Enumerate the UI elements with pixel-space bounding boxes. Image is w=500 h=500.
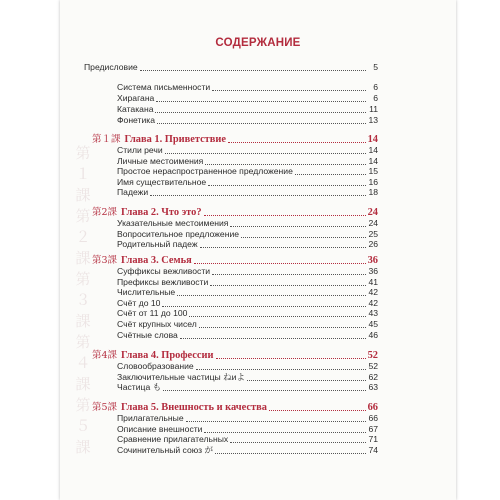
dot-leader bbox=[205, 164, 366, 165]
toc-entry bbox=[117, 361, 378, 372]
toc-entry bbox=[117, 239, 378, 250]
toc-entry-preface bbox=[84, 62, 378, 73]
page-number: 45 bbox=[368, 319, 378, 329]
page-number: 13 bbox=[368, 115, 378, 125]
dot-leader bbox=[230, 226, 366, 227]
entry-label: Счёт до 10 bbox=[117, 297, 161, 308]
book-page bbox=[60, 0, 456, 500]
watermark-glyph: 第 bbox=[75, 396, 91, 414]
page-number: 11 bbox=[369, 104, 378, 114]
watermark-glyph: 課 bbox=[75, 312, 91, 330]
chapter-kanji: 第１課 bbox=[92, 134, 121, 145]
dot-leader bbox=[163, 390, 366, 391]
dot-leader bbox=[165, 153, 366, 154]
chapter-heading bbox=[92, 402, 378, 413]
page-number: 52 bbox=[368, 361, 378, 371]
toc-entry bbox=[117, 330, 378, 341]
watermark-glyph: 第 bbox=[75, 270, 91, 288]
page-number: 6 bbox=[373, 82, 378, 92]
dot-leader bbox=[194, 263, 366, 264]
watermark-glyph: ５ bbox=[75, 417, 91, 435]
toc-entry bbox=[117, 298, 378, 309]
entry-label: Система письменности bbox=[117, 82, 211, 92]
page-number: 41 bbox=[368, 276, 378, 287]
dot-leader bbox=[204, 215, 366, 216]
page-number: 66 bbox=[367, 402, 378, 413]
toc-entry-intro bbox=[117, 104, 378, 115]
page-number: 25 bbox=[368, 228, 378, 239]
dot-leader bbox=[212, 274, 366, 275]
dot-leader bbox=[208, 185, 366, 186]
toc-entry bbox=[117, 218, 378, 229]
dot-leader bbox=[199, 327, 366, 328]
entry-label: Родительный падеж bbox=[117, 239, 198, 250]
entry-label: Сочинительный союз が bbox=[117, 444, 214, 455]
watermark-glyph: 課 bbox=[75, 375, 91, 393]
entry-label: Предисловие bbox=[84, 62, 138, 72]
entry-label: Вопросительное предложение bbox=[117, 228, 240, 239]
chapter-kanji: 第4課 bbox=[92, 350, 118, 361]
page-number: 63 bbox=[368, 382, 378, 393]
page-number: 16 bbox=[368, 176, 378, 187]
toc-entry bbox=[117, 413, 378, 424]
dot-leader bbox=[295, 174, 366, 175]
page-number: 46 bbox=[368, 329, 378, 340]
chapter-kanji: 第3課 bbox=[92, 255, 118, 266]
toc-entry bbox=[117, 187, 378, 198]
dot-leader bbox=[196, 369, 366, 370]
dot-leader bbox=[157, 123, 366, 124]
watermark-glyph: ３ bbox=[75, 291, 91, 309]
toc-entry bbox=[117, 445, 378, 456]
page-number: 71 bbox=[368, 434, 378, 445]
watermark-glyph: 課 bbox=[75, 186, 91, 204]
dot-leader bbox=[156, 101, 366, 102]
toc-entry bbox=[117, 177, 378, 188]
entry-label: Глава 2. Что это? bbox=[121, 207, 202, 218]
watermark-glyph: 第 bbox=[75, 207, 91, 225]
entry-label: Счёт от 11 до 100 bbox=[117, 308, 188, 319]
entry-label: Счётные слова bbox=[117, 329, 178, 340]
toc-entry bbox=[117, 287, 378, 298]
entry-label: Суффиксы вежливости bbox=[117, 266, 211, 276]
dot-leader bbox=[162, 306, 366, 307]
dot-leader bbox=[269, 410, 366, 411]
watermark-glyph: 第 bbox=[75, 333, 91, 351]
toc-entry bbox=[117, 372, 378, 383]
toc-entry bbox=[117, 382, 378, 393]
entry-label: Личные местоимения bbox=[117, 155, 204, 166]
toc-entry bbox=[117, 229, 378, 240]
entry-label: Счёт крупных чисел bbox=[117, 319, 197, 329]
dot-leader bbox=[189, 316, 366, 317]
entry-label: Префиксы вежливости bbox=[117, 276, 209, 287]
entry-label: Указательные местоимения bbox=[117, 218, 229, 228]
toc-entry bbox=[117, 434, 378, 445]
dot-leader bbox=[210, 285, 366, 286]
entry-label: Сравнение прилагательных bbox=[117, 434, 229, 445]
watermark-glyph: ２ bbox=[75, 228, 91, 246]
page-number: 6 bbox=[373, 93, 378, 103]
toc-entry-intro bbox=[117, 82, 378, 93]
entry-label: Стили речи bbox=[117, 145, 163, 155]
entry-label: Катакана bbox=[117, 104, 154, 114]
toc-entry-intro bbox=[117, 115, 378, 126]
dot-leader bbox=[200, 247, 366, 248]
watermark-glyph: ４ bbox=[75, 354, 91, 372]
page-number: 14 bbox=[367, 134, 378, 145]
toc-entry bbox=[117, 308, 378, 319]
page-number: 36 bbox=[367, 255, 378, 266]
entry-label: Фонетика bbox=[117, 115, 156, 125]
entry-label: Числительные bbox=[117, 287, 176, 298]
entry-label: Простое нераспространенное предложение bbox=[117, 166, 293, 177]
entry-label: Прилагательные bbox=[117, 413, 184, 423]
entry-label: Глава 3. Семья bbox=[121, 255, 192, 266]
watermark-glyph: 課 bbox=[75, 438, 91, 456]
entry-label: Глава 5. Внешность и качества bbox=[121, 402, 267, 413]
page-number: 26 bbox=[368, 239, 378, 250]
page-number: 24 bbox=[367, 207, 378, 218]
dot-leader bbox=[177, 295, 366, 296]
page-number: 14 bbox=[368, 145, 378, 155]
page-number: 67 bbox=[368, 423, 378, 434]
entry-label: Имя существительное bbox=[117, 176, 207, 187]
watermark-glyph: 課 bbox=[75, 249, 91, 267]
dot-leader bbox=[155, 112, 366, 113]
entry-label: Описание внешности bbox=[117, 423, 203, 434]
entry-label: Хирагана bbox=[117, 93, 155, 103]
toc-entry bbox=[117, 266, 378, 277]
watermark-glyph: １ bbox=[75, 165, 91, 183]
toc-entry bbox=[117, 156, 378, 167]
page-number: 5 bbox=[373, 62, 378, 72]
page-title: СОДЕРЖАНИЕ bbox=[215, 37, 301, 49]
page-number: 42 bbox=[368, 287, 378, 298]
page-number: 66 bbox=[368, 413, 378, 423]
dot-leader bbox=[204, 432, 366, 433]
chapter-heading bbox=[92, 134, 378, 145]
toc-entry bbox=[117, 424, 378, 435]
chapter-heading bbox=[92, 207, 378, 218]
page-number: 15 bbox=[368, 166, 378, 177]
page-number: 42 bbox=[368, 297, 378, 308]
page-number: 36 bbox=[368, 266, 378, 276]
toc-entry bbox=[117, 319, 378, 330]
dot-leader bbox=[228, 142, 366, 143]
entry-label: Падежи bbox=[117, 187, 149, 198]
dot-leader bbox=[150, 195, 366, 196]
page-number: 74 bbox=[368, 444, 378, 455]
dot-leader bbox=[241, 237, 366, 238]
toc-entry-intro bbox=[117, 93, 378, 104]
entry-label: Словообразование bbox=[117, 361, 194, 371]
dot-leader bbox=[180, 338, 366, 339]
dot-leader bbox=[216, 358, 366, 359]
chapter-heading bbox=[92, 350, 378, 361]
entry-label: Глава 4. Профессии bbox=[121, 350, 214, 361]
dot-leader bbox=[212, 90, 366, 91]
toc-entry bbox=[117, 145, 378, 156]
dot-leader bbox=[247, 380, 366, 381]
watermark-glyph: 第 bbox=[75, 144, 91, 162]
entry-label: Частица も bbox=[117, 382, 162, 393]
page-number: 18 bbox=[368, 187, 378, 198]
chapter-kanji: 第5課 bbox=[92, 402, 118, 413]
entry-label: Глава 1. Приветствие bbox=[124, 134, 227, 145]
entry-label: Заключительные частицы ねиよ bbox=[117, 371, 246, 382]
dot-leader bbox=[186, 421, 366, 422]
page-number: 14 bbox=[368, 155, 378, 166]
dot-leader bbox=[215, 453, 366, 454]
page-number: 52 bbox=[367, 350, 378, 361]
chapter-kanji: 第2課 bbox=[92, 207, 118, 218]
toc-entry bbox=[117, 277, 378, 288]
toc-entry bbox=[117, 166, 378, 177]
dot-leader bbox=[140, 70, 366, 71]
chapter-heading bbox=[92, 255, 378, 266]
page-number: 62 bbox=[368, 371, 378, 382]
dot-leader bbox=[230, 442, 366, 443]
page-number: 43 bbox=[368, 308, 378, 319]
page-number: 24 bbox=[368, 218, 378, 228]
